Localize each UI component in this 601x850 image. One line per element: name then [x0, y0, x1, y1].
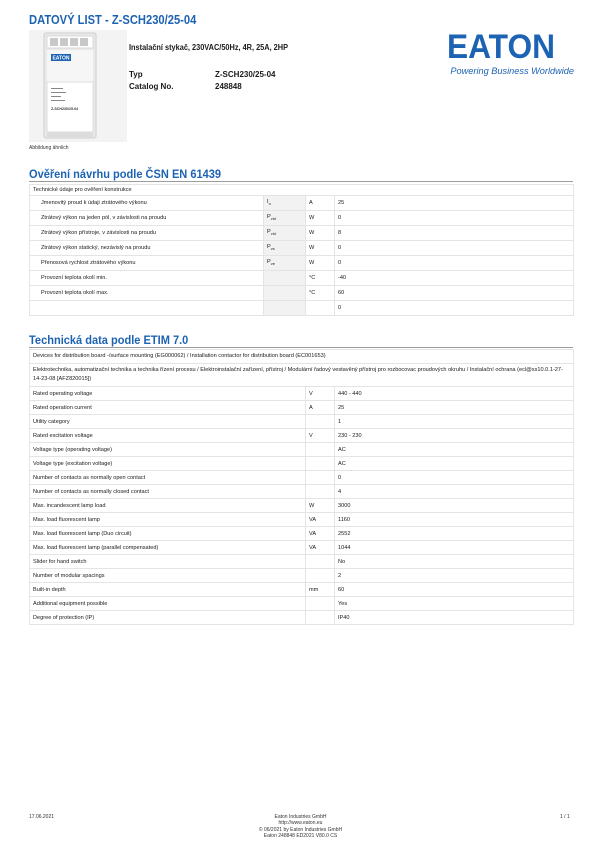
footer-doc-ref: Eaton 248848 ED2021 V80.0 CS	[263, 833, 338, 840]
device-label: Z-SCH230/25-04	[51, 107, 79, 111]
table-row	[30, 364, 574, 387]
type-label: Typ	[129, 70, 143, 79]
table-row: Degree of protection (IP) IP40	[30, 611, 574, 625]
table-row: Jmenovitý proud k údaji ztrátového výkonu $I_n$ A 25	[30, 196, 574, 211]
table-row: Rated operating voltage V 440 - 440	[30, 387, 574, 401]
footer-url[interactable]: http://www.eaton.eu	[278, 820, 323, 827]
eaton-logo	[428, 30, 574, 80]
table-row: Number of contacts as normally open contact 0	[30, 471, 574, 485]
logo-tagline: Powering Business Worldwide	[450, 66, 574, 76]
footer-info	[0, 814, 601, 840]
footer-copyright: © 06/2021 by Eaton Industries GmbH	[258, 826, 343, 833]
section1-divider	[29, 181, 573, 182]
catalog-row	[129, 82, 242, 91]
group-header: Technické údaje pro ověření konstrukce	[30, 185, 574, 196]
table-row	[30, 185, 574, 196]
table-row: Max. load fluorescent lamp VA 1160	[30, 513, 574, 527]
table-row: Max. load fluorescent lamp (parallel compensated) VA 1044	[30, 541, 574, 555]
catalog-value: 248848	[215, 82, 242, 91]
product-description: Instalační stykač, 230VAC/50Hz, 4R, 25A, 2HP	[129, 43, 289, 52]
table-row: Ztrátový výkon statický, nezávislý na proudu $P_{vs}$ W 0	[30, 241, 574, 256]
section1-title: Ověření návrhu podle ČSN EN 61439	[29, 167, 222, 181]
table-row	[30, 350, 574, 364]
table-row: Rated excitation voltage V 230 - 230	[30, 429, 574, 443]
table-row: Provozní teplota okolí max. °C 60	[30, 286, 574, 301]
table-row: Voltage type (excitation voltage) AC	[30, 457, 574, 471]
table-row: Rated operation current A 25	[30, 401, 574, 415]
page-title: DATOVÝ LIST - Z-SCH230/25-04	[29, 12, 197, 27]
table-row: Built-in depth mm 60	[30, 583, 574, 597]
classification-etim: Devices for distribution board -/surface mounting (EG000062) / Installation contactor for distribution board (EC001653)	[30, 350, 574, 364]
product-image	[29, 30, 127, 142]
table-row: Ztrátový výkon přístroje, v závislosti na proudu $P_{vid}$ W 8	[30, 226, 574, 241]
type-value: Z-SCH230/25-04	[215, 70, 276, 79]
table-row: Number of contacts as normally closed contact 4	[30, 485, 574, 499]
table-row: Additional equipment possible Yes	[30, 597, 574, 611]
footer-page-number: 1 / 1	[560, 814, 570, 820]
section1-table	[29, 184, 574, 316]
table-row: Ztrátový výkon na jeden pól, v závislosti na proudu $P_{vid}$ W 0	[30, 211, 574, 226]
section2-table	[29, 349, 574, 625]
table-row: 0	[30, 301, 574, 316]
section2-title: Technická data podle ETIM 7.0	[29, 333, 189, 347]
type-row	[129, 70, 276, 79]
table-row: Number of modular spacings 2	[30, 569, 574, 583]
table-row: Provozní teplota okolí min. °C -40	[30, 271, 574, 286]
footer-date: 17.06.2021	[29, 814, 55, 820]
table-row: Max. incandescent lamp load W 3000	[30, 499, 574, 513]
footer-company: Eaton Industries GmbH	[274, 814, 327, 820]
classification-eclass: Elektrotechnika, automatizační technika a technika řízení procesu / Elektroinstalační zařízení, přístroj / Modulární řadový vestavěný přístroj pro rozbocovac proudových okruhu / Instalační ochrana (ecl@ss10.0.1-27-14-23-08 [AFZ820015])	[30, 364, 574, 387]
logo-word: EATON	[447, 30, 555, 66]
table-row: Přenosová rychlost ztrátového výkonu $P_{ve}$ W 0	[30, 256, 574, 271]
table-row: Voltage type (operating voltage) AC	[30, 443, 574, 457]
svg-text:EATON: EATON	[52, 55, 70, 62]
table-row: Slider for hand switch No	[30, 555, 574, 569]
section2-divider	[29, 347, 573, 348]
catalog-label: Catalog No.	[129, 82, 174, 91]
table-row: Max. load fluorescent lamp (Duo circuit) VA 2552	[30, 527, 574, 541]
image-caption: Abbildung ähnlich	[29, 145, 69, 151]
table-row: Utility category 1	[30, 415, 574, 429]
